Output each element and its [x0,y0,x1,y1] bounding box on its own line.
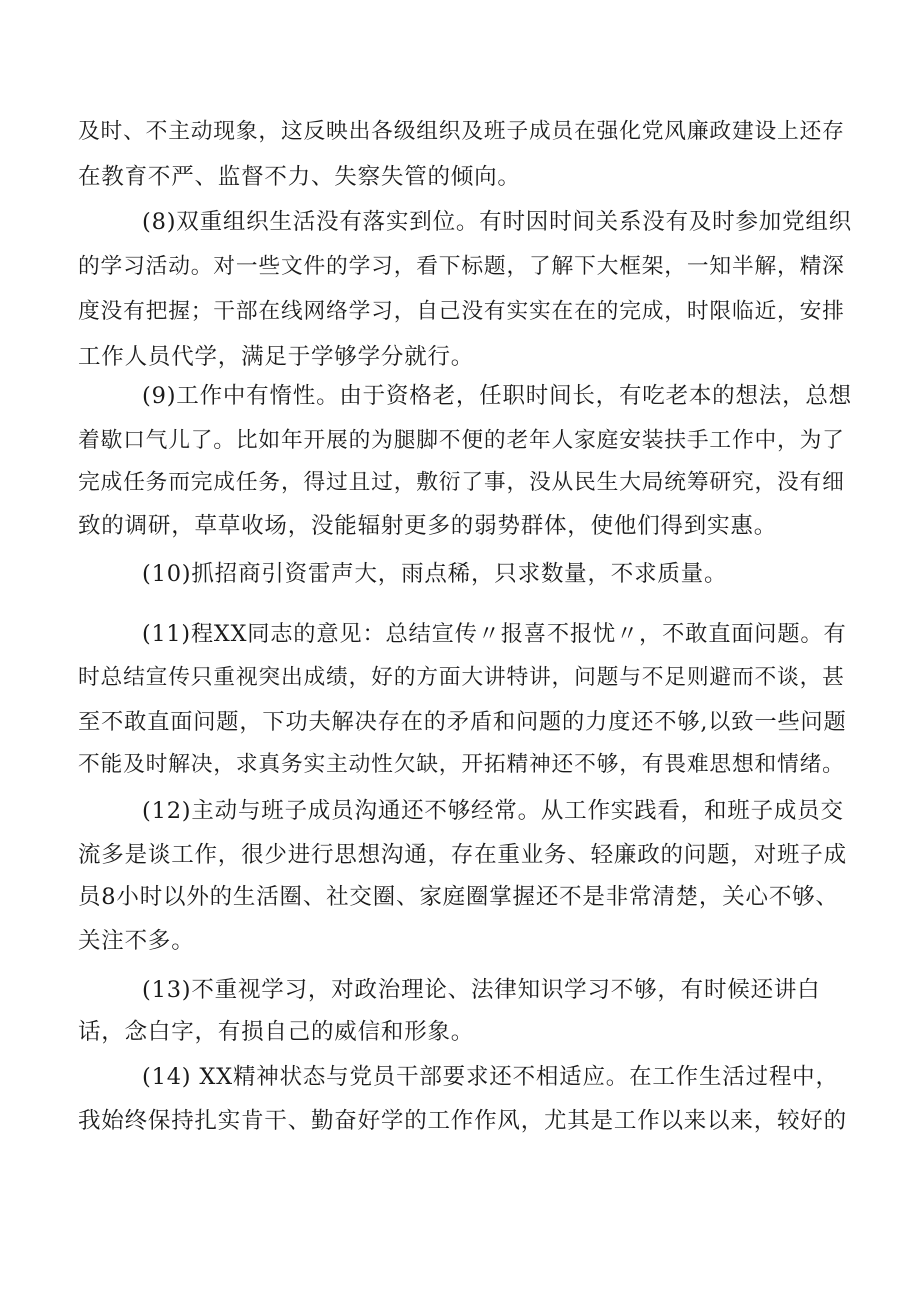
paragraph-13-start: (13)不重视学习，对政治理论、法律知识学习不够，有时候还讲白 [142,977,821,1003]
paragraph-11-start: (11)程XX同志的意见：总结宣传〃报喜不报忧〃，不敢直面问题。有 [142,621,847,647]
paragraph-12-start: (12)主动与班子成员沟通还不够经常。从工作实践看，和班子成员交 [142,798,844,824]
text-line: 不能及时解决，求真务实主动性欠缺，开拓精神还不够，有畏难思想和情绪。 [78,752,845,777]
paragraph-14-start: (14) XX精神状态与党员干部要求还不相适应。在工作生活过程中， [142,1064,839,1090]
text-line: 我始终保持扎实肯干、勤奋好学的工作作风，尤其是工作以来以来，较好的 [78,1108,847,1134]
text-line: 的学习活动。对一些文件的学习，看下标题，了解下大框架，一知半解，精深 [78,254,845,279]
text-line: 在教育不严、监督不力、失察失管的倾向。 [78,164,521,190]
text-line: 关注不多。 [78,928,195,954]
text-line: 度没有把握；干部在线网络学习，自己没有实实在在的完成，时限临近，安排 [78,299,845,324]
text-line: 员8小时以外的生活圈、社交圈、家庭圈掌握还不是非常清楚，关心不够、 [78,884,839,910]
text-line: 致的调研，草草收场，没能辐射更多的弱势群体，使他们得到实惠。 [78,513,778,539]
paragraph-10: (10)抓招商引资雷声大，雨点稀，只求数量，不求质量。 [142,561,728,587]
text-line: 着歇口气儿了。比如年开展的为腿脚不便的老年人家庭安装扶手工作中，为了 [78,428,845,453]
paragraph-9-start: (9)工作中有惰性。由于资格老，任职时间长，有吃老本的想法，总想 [142,383,852,409]
text-line: 话，念白字，有损自己的威信和形象。 [78,1019,475,1045]
text-line: 完成任务而完成任务，得过且过，敷衍了事，没从民生大局统筹研究，没有细 [78,470,845,495]
text-line: 流多是谈工作，很少进行思想沟通，存在重业务、轻廉政的问题，对班子成 [78,842,847,868]
text-line: 工作人员代学，满足于学够学分就行。 [78,344,475,370]
text-line: 至不敢直面问题，下功夫解决存在的矛盾和问题的力度还不够,以致一些问题 [78,709,847,735]
paragraph-8-start: (8)双重组织生活没有落实到位。有时因时间关系没有及时参加党组织 [142,209,852,235]
text-line: 及时、不主动现象，这反映出各级组织及班子成员在强化党风廉政建设上还存 [78,119,845,144]
text-line: 时总结宣传只重视突出成绩，好的方面大讲特讲，问题与不足则避而不谈，甚 [78,665,845,690]
